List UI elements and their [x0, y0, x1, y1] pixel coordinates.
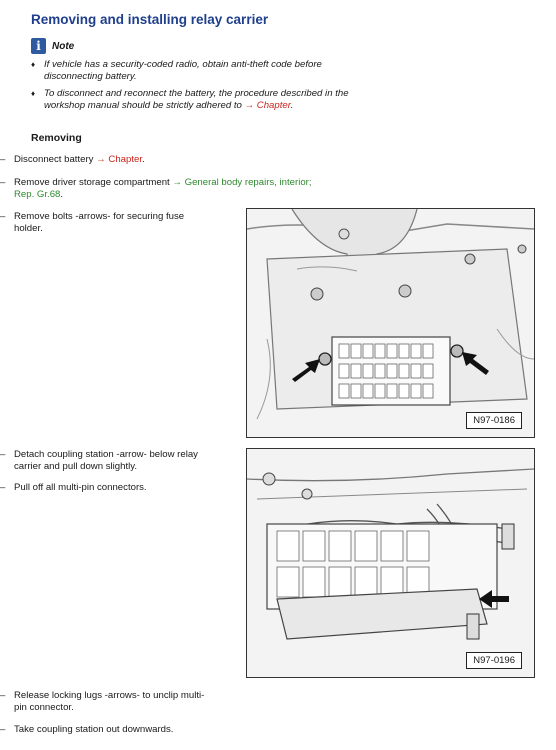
note-item — [31, 88, 351, 111]
step-item: – Disconnect battery → Chapter. — [0, 154, 145, 165]
fuse-holder-illustration — [247, 209, 534, 437]
note-item — [31, 59, 351, 82]
section-heading-removing: Removing — [31, 132, 82, 144]
coupling-station-illustration — [247, 449, 534, 677]
note-header — [31, 38, 74, 54]
step-item: – Pull off all multi-pin connectors. — [0, 482, 147, 493]
figure-caption: N97-0196 — [466, 652, 522, 669]
note-list — [31, 59, 351, 117]
note-text: If vehicle has a security-coded radio, obtain anti-theft code before disconnecting battery. — [44, 59, 322, 82]
figure-relay-carrier-bolts — [246, 208, 535, 438]
chapter-link[interactable]: → Chapter — [244, 99, 291, 111]
note-text: To disconnect and reconnect the battery, the procedure described in the workshop manual should be strictly adhered to → Chapter. — [44, 88, 349, 111]
figure-coupling-station — [246, 448, 535, 678]
page-title: Removing and installing relay carrier — [31, 12, 269, 27]
chapter-link[interactable]: → Chapter — [96, 154, 142, 165]
step-item: – Take coupling station out downwards. — [0, 724, 174, 735]
bullet-diamond-icon: ♦ — [31, 89, 36, 98]
body-repairs-link[interactable]: → General body repairs, interior; Rep. Gr.68 — [14, 177, 312, 200]
bullet-diamond-icon: ♦ — [31, 60, 36, 69]
step-item: – Remove driver storage compartment → General body repairs, interior; Rep. Gr.68. — [0, 177, 312, 200]
step-item: – Release locking lugs -arrows- to unclip multi-pin connector. — [0, 690, 205, 713]
note-label: Note — [52, 40, 75, 52]
info-icon: i — [31, 38, 46, 54]
step-item: – Detach coupling station -arrow- below relay carrier and pull down slightly. — [0, 449, 198, 472]
figure-caption: N97-0186 — [466, 412, 522, 429]
step-item: – Remove bolts -arrows- for securing fuse holder. — [0, 211, 185, 234]
